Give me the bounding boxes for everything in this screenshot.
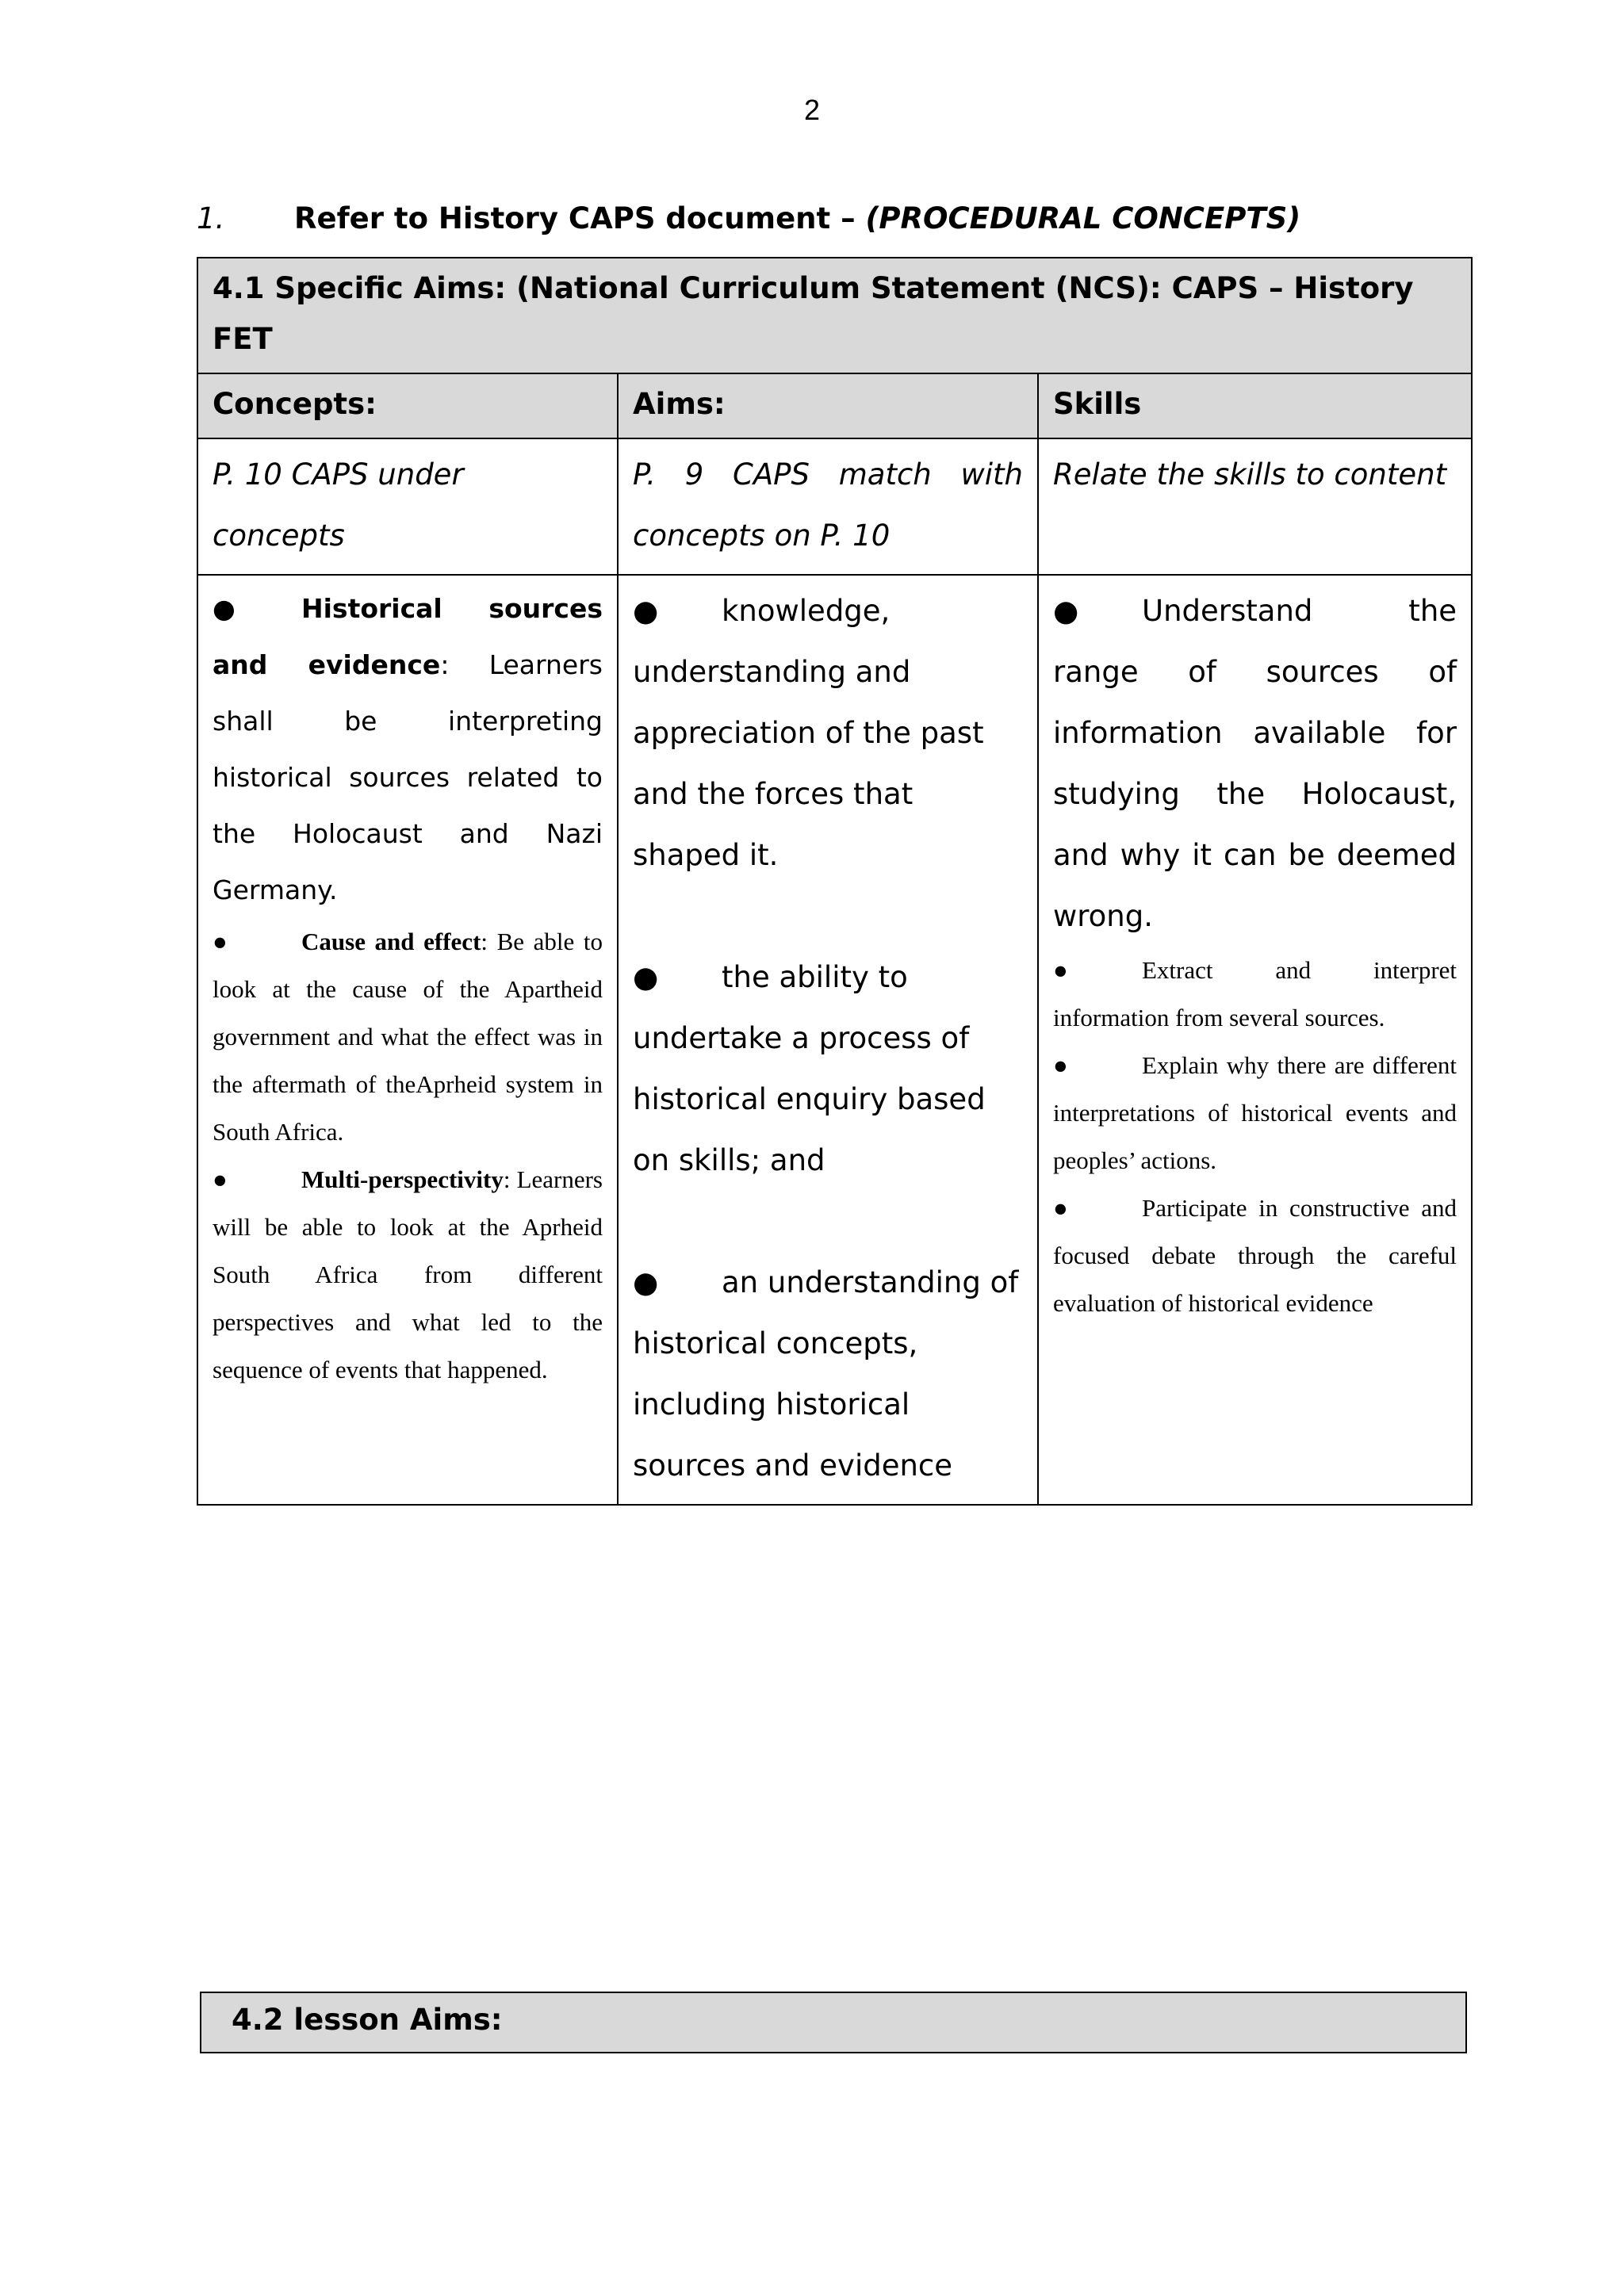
skill-item [1053,1184,1457,1327]
specific-aims-table [197,257,1473,1506]
column-header-skills: Skills [1038,373,1472,438]
concept-description: : Learners will be able to look at the Aprheid South Africa from different perspectives and what led to the sequence of events that happened. [213,1165,603,1383]
concept-item [213,1156,603,1394]
skill-text: Participate in constructive and focused debate through the careful evaluation of historical evidence [1053,1194,1457,1317]
bullet-icon: ● [1053,1194,1068,1222]
skill-item [1053,1042,1457,1184]
aim-item [633,580,1023,886]
table-title: 4.1 Specific Aims: (National Curriculum Statement (NCS): CAPS – History FET [197,258,1472,373]
aim-text: an understanding of historical concepts, including historical sources and evidence [633,1265,1019,1483]
section-heading-text: Refer to History CAPS document – [294,201,866,235]
section-number: 1. [197,201,225,235]
page-number: 2 [803,94,821,126]
skills-cell [1038,575,1472,1505]
bullet-icon: ● [213,928,228,955]
concept-term: Cause and effect [301,928,481,955]
skill-item [1053,580,1457,947]
bullet-icon: ● [633,594,659,628]
skills-reference: Relate the skills to content [1038,438,1472,575]
column-header-concepts: Concepts: [197,373,618,438]
concept-description: : Be able to look at the cause of the Apartheid government and what the effect was in the aftermath of theAprheid system in South Africa. [213,928,603,1146]
aim-item [633,1252,1023,1496]
lesson-aims-title: 4.2 lesson Aims: [232,2003,503,2037]
concept-term: Historical sources and evidence [213,593,603,680]
skill-item [1053,947,1457,1042]
concept-item [213,580,603,918]
skill-text: Understand the range of sources of information available for studying the Holocaust, and why it can be deemed wrong. [1053,594,1457,933]
bullet-icon: ● [213,593,236,624]
aims-reference: P. 9 CAPS match with concepts on P. 10 [618,438,1038,575]
concept-item [213,918,603,1156]
skill-text: Explain why there are different interpretations of historical events and peoples’ actions. [1053,1051,1457,1174]
concept-description: : Learners shall be interpreting historical sources related to the Holocaust and Nazi Germany. [213,649,603,905]
aim-text: the ability to undertake a process of historical enquiry based on skills; and [633,960,986,1177]
skill-text: Extract and interpret information from several sources. [1053,956,1457,1031]
bullet-icon: ● [633,960,659,994]
concepts-reference: P. 10 CAPS under concepts [197,438,618,575]
aim-item [633,947,1023,1191]
concepts-cell [197,575,618,1505]
aim-text: knowledge, understanding and appreciation of the past and the forces that shaped it. [633,594,984,872]
bullet-icon: ● [213,1165,228,1193]
bullet-icon: ● [1053,956,1068,984]
bullet-icon: ● [1053,1051,1068,1079]
bullet-icon: ● [633,1265,659,1299]
section-heading-emphasis: (PROCEDURAL CONCEPTS) [865,201,1301,235]
column-header-aims: Aims: [618,373,1038,438]
section-heading [197,195,1300,243]
concept-term: Multi-perspectivity [301,1165,504,1193]
aims-cell [618,575,1038,1505]
bullet-icon: ● [1053,594,1079,628]
lesson-aims-box [200,1992,1467,2053]
